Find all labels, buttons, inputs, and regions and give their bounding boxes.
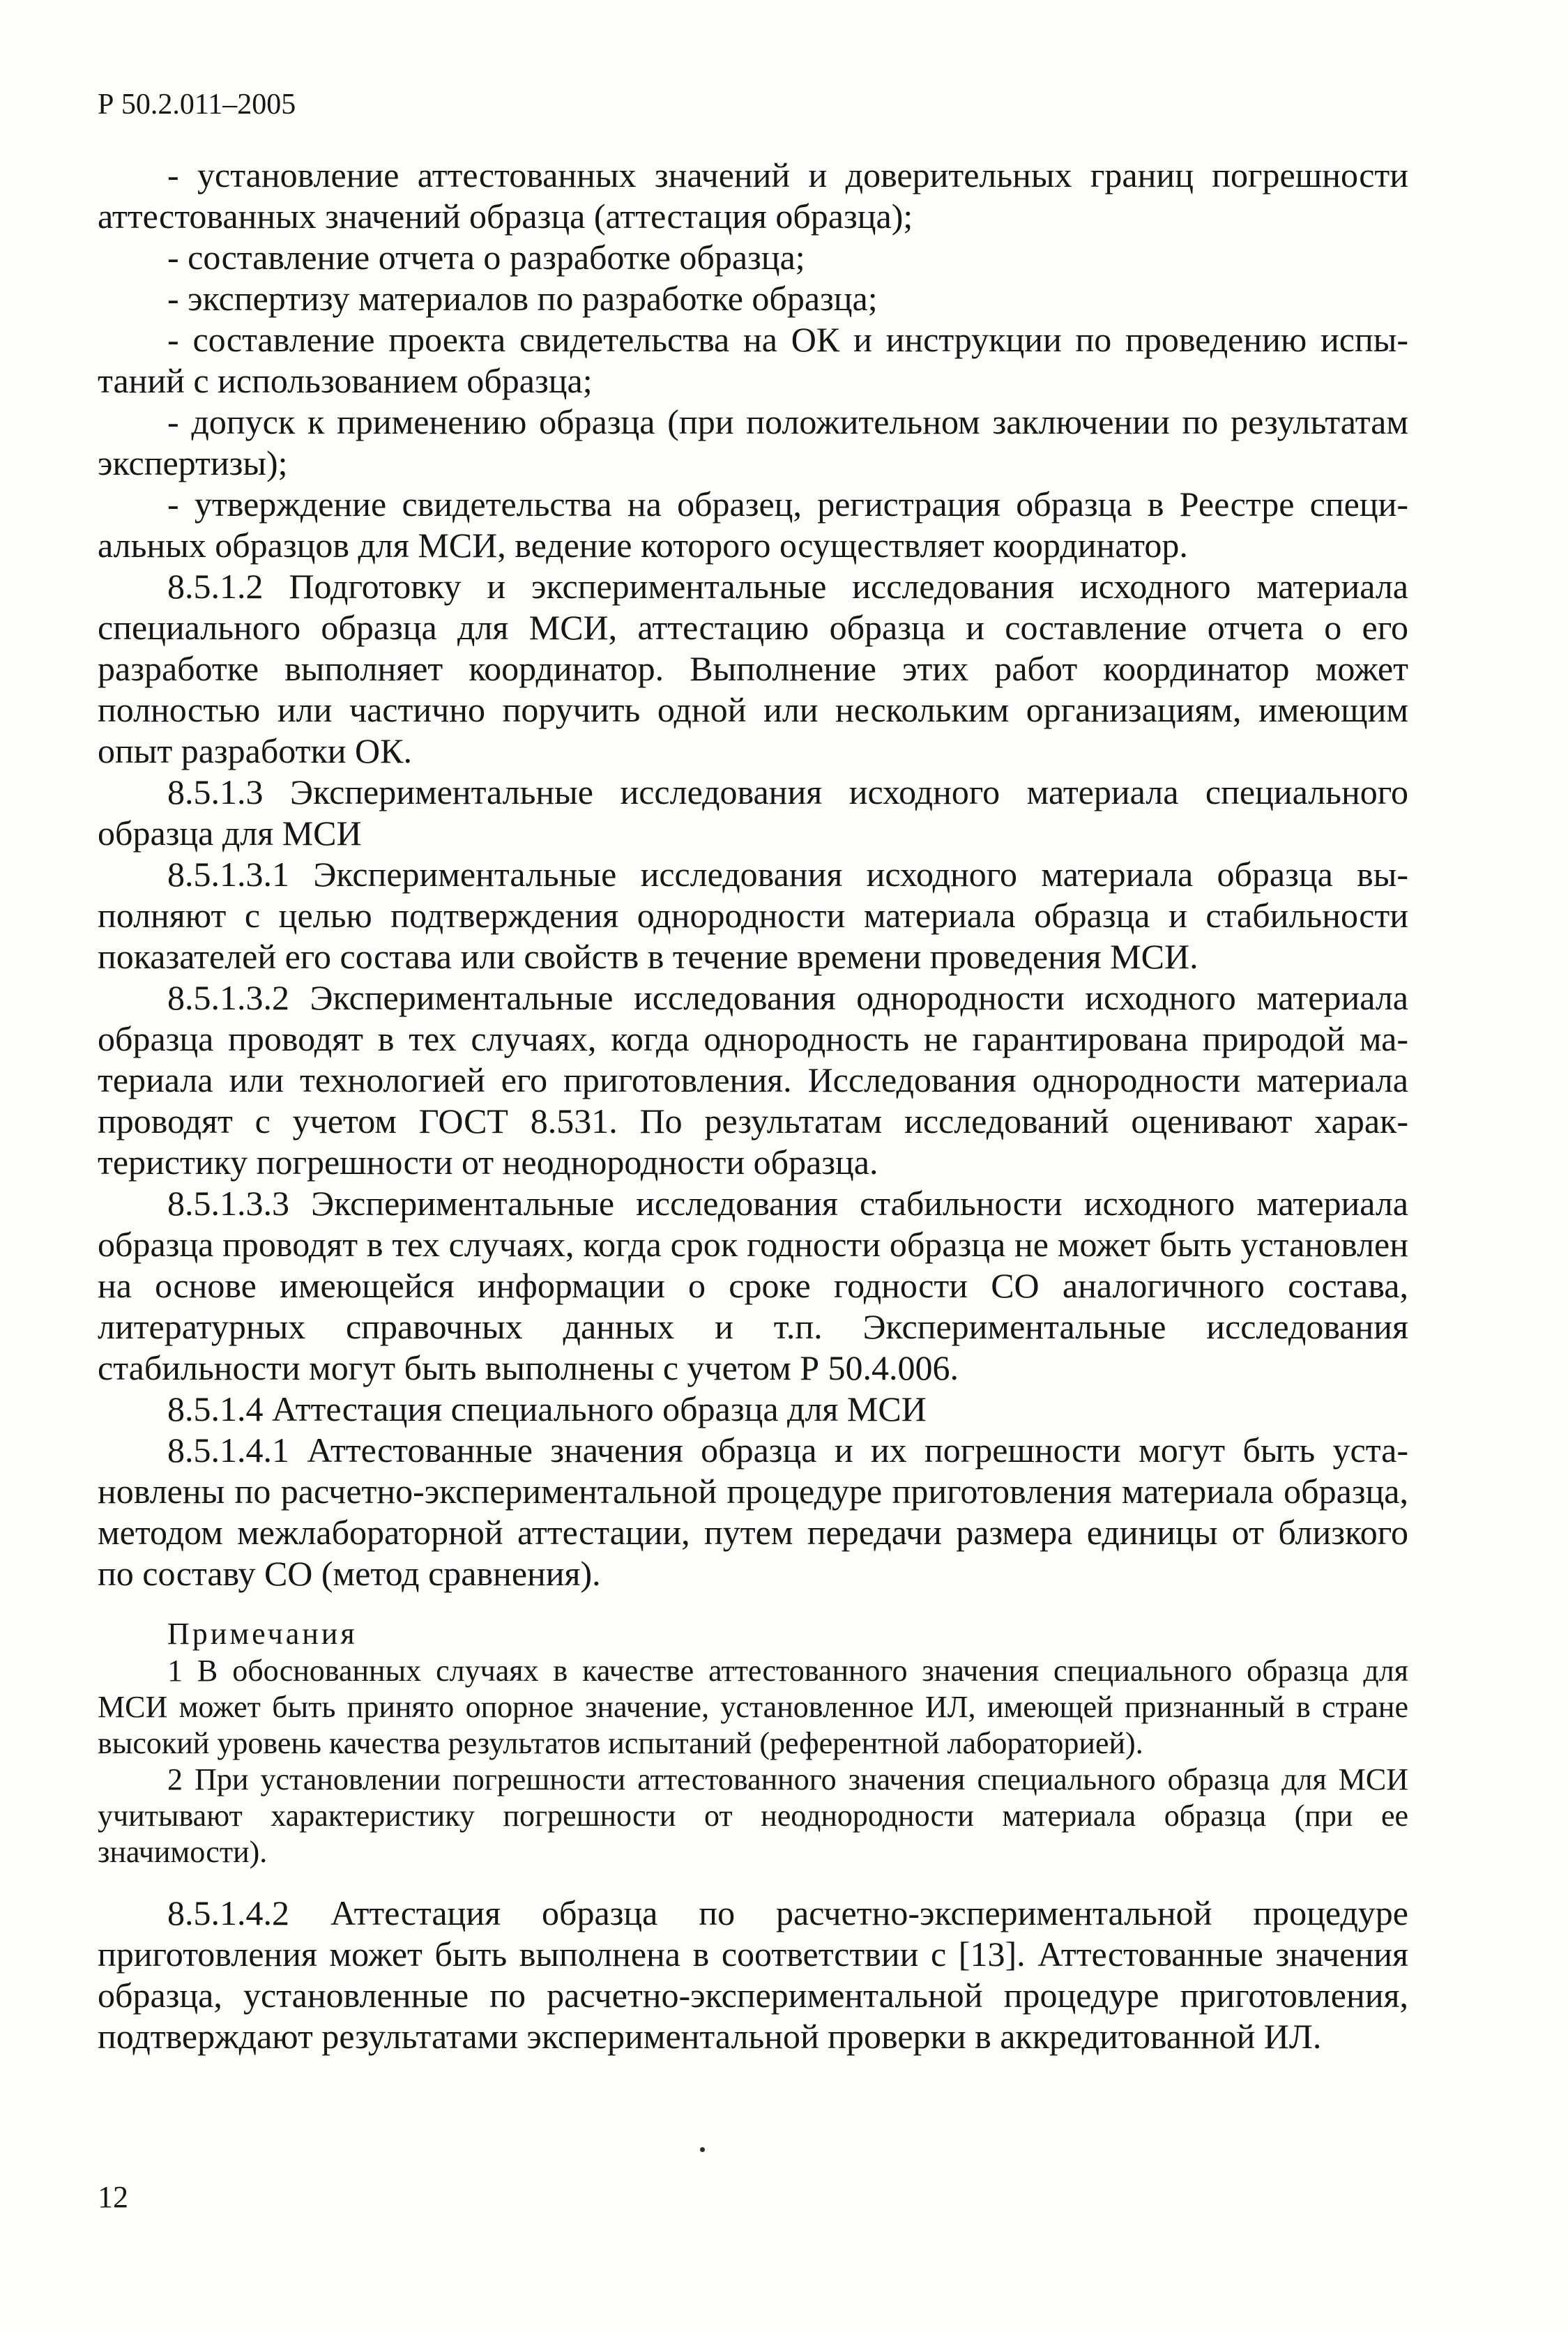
document-code-header: Р 50.2.011–2005 [98, 89, 296, 121]
section-8-5-1-4-heading: 8.5.1.4 Аттестация специального образца для МСИ [167, 1389, 927, 1428]
list-item-expertise: - экспертизу материалов по разработке образца; [167, 279, 878, 318]
section-8-5-1-3-heading: 8.5.1.3 Экспериментальные исследования исходного материала специального образца для МСИ [98, 772, 1408, 853]
list-item-approval: - утверждение свидетельства на образец, регистрация образца в Реестре специальных образцов для МСИ, ведение которого осуществляет координатор. [98, 485, 1408, 565]
note-item-2: 2 При установлении погрешности аттестованного значения специального образца для МСИ учитывают характеристику погрешности от неоднородности материала образца (при ее значимости). [98, 1762, 1408, 1869]
list-item-admission: - допуск к применению образца (при положительном заключении по результатам экспертизы); [98, 402, 1408, 482]
section-8-5-1-3-2: 8.5.1.3.2 Экспериментальные исследования однородности исходного материала образца проводят в тех случаях, когда однородность не гарантирована природой материала или технологией его приготовления. Исследования однородности материала проводят с учетом ГОСТ 8.531. По результатам исследований оценивают характеристику погрешности от неоднородности образца. [98, 978, 1408, 1182]
page-number: 12 [98, 2180, 128, 2214]
section-8-5-1-4-1: 8.5.1.4.1 Аттестованные значения образца и их погрешности могут быть установлены по расчетно-экспериментальной процедуре приготовления материала образца, методом межлабораторной аттестации, путем передачи размера единицы от близкого по составу СО (метод сравнения). [98, 1431, 1408, 1593]
list-item-report: - составление отчета о разработке образца; [167, 238, 805, 277]
section-8-5-1-3-3: 8.5.1.3.3 Экспериментальные исследования стабильности исходного материала образца проводят в тех случаях, когда срок годности образца не может быть установлен на основе имеющейся информации о сроке годности СО аналогичного состава, литературных справочных данных и т.п. Экспериментальные исследования стабильности могут быть выполнены с учетом Р 50.4.006. [98, 1184, 1408, 1387]
notes-heading: Примечания [167, 1617, 358, 1651]
page-body [98, 155, 1408, 2057]
section-8-5-1-3-1: 8.5.1.3.1 Экспериментальные исследования исходного материала образца выполняют с целью подтверждения однородности материала образца и стабильности показателей его состава или свойств в течение времени проведения МСИ. [98, 855, 1408, 976]
scan-speck [700, 2147, 705, 2152]
section-8-5-1-4-2: 8.5.1.4.2 Аттестация образца по расчетно-экспериментальной процедуре приготовления может быть выполнена в соответствии с [13]. Аттестованные значения образца, установленные по расчетно-экспериментальной процедуре приготовления, подтверждают результатами экспериментальной проверки в аккредитованной ИЛ. [98, 1893, 1408, 2056]
list-item-certificate-draft: - составление проекта свидетельства на ОК и инструкции по проведению испытаний с использованием образца; [98, 320, 1408, 400]
section-8-5-1-2: 8.5.1.2 Подготовку и экспериментальные исследования исходного материала специального образца для МСИ, аттестацию образца и составление отчета о его разработке выполняет координатор. Выполнение этих работ координатор может полностью или частично поручить одной или нескольким организациям, имеющим опыт разработки ОК. [98, 567, 1408, 770]
note-item-1: 1 В обоснованных случаях в качестве аттестованного значения специального образца для МСИ может быть принято опорное значение, установленное ИЛ, имеющей признанный в стране высокий уровень качества результатов испытаний (референтной лабораторией). [98, 1654, 1408, 1760]
list-item-certification: - установление аттестованных значений и доверительных границ погрешности аттестованных значений образца (аттестация образца); [98, 155, 1408, 236]
